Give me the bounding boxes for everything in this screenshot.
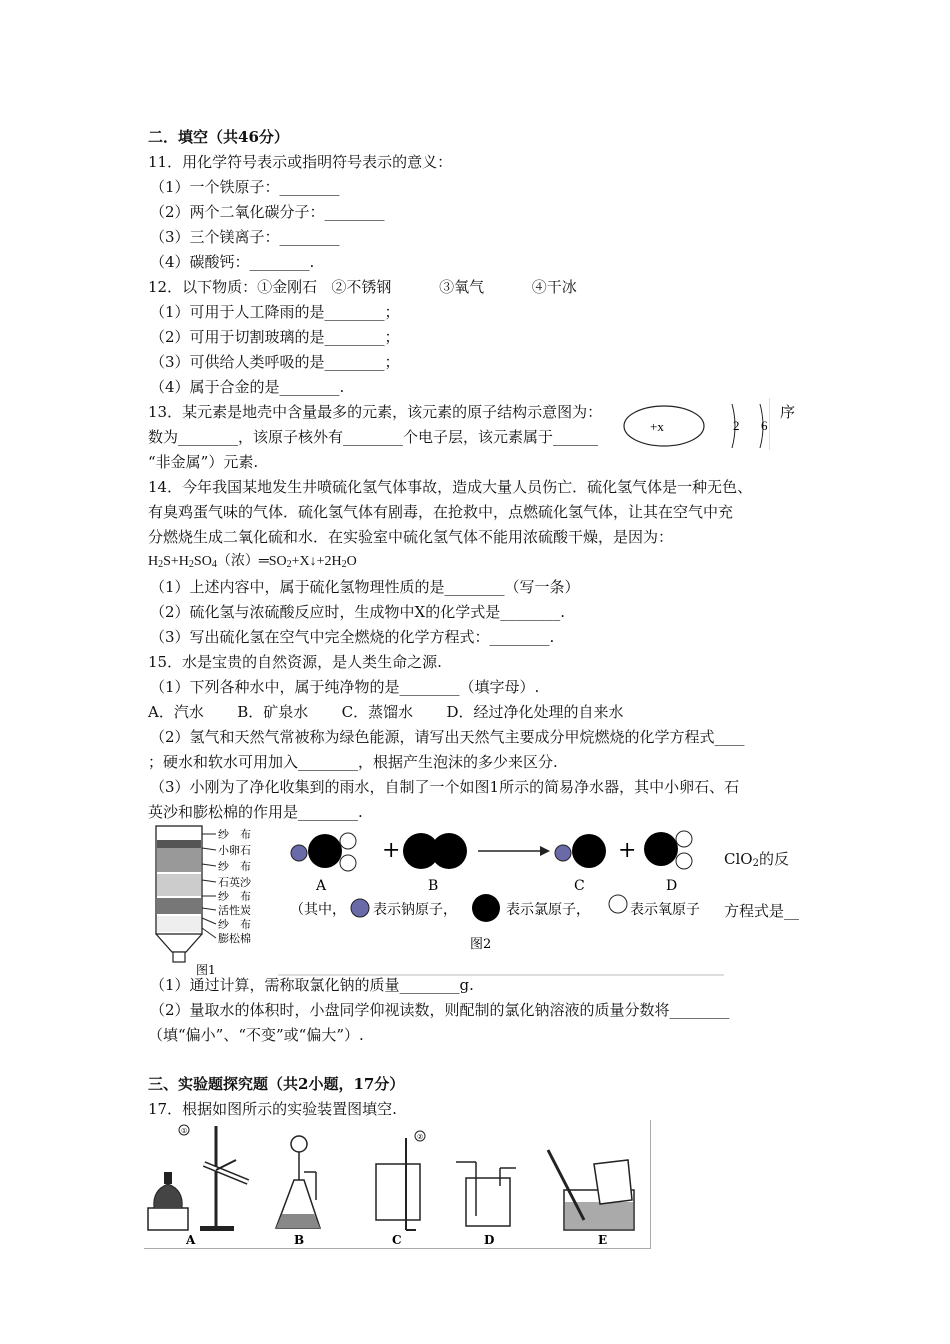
water-purifier-figure: [148, 824, 266, 976]
question-11-stem: 11．用化学符号表示或指明符号表示的意义：: [148, 153, 453, 171]
nucleus-charge-label: +x: [650, 419, 664, 434]
q12-item: （2）可用于切割玻璃的是________；: [150, 328, 400, 346]
q12-item: （1）可用于人工降雨的是________；: [150, 303, 400, 321]
question-14-line: 有臭鸡蛋气味的气体．硫化氢气体有剧毒，在抢救中，点燃硫化氢气体，让其在空气中充: [148, 503, 734, 521]
q11-item: （2）两个二氧化碳分子：________: [150, 203, 385, 221]
fig1-label: 活性炭: [218, 904, 251, 917]
reaction-diagram-figure: [278, 824, 724, 976]
fig1-caption: 图1: [196, 963, 216, 976]
fig2-legend: 表示氧原子: [630, 902, 700, 918]
question-15-stem: 15．水是宝贵的自然资源，是人类生命之源.: [148, 653, 442, 671]
fig1-label: 纱 布: [218, 918, 251, 931]
q16-line: （2）量取水的体积时，小盘同学仰视读数，则配制的氯化钠溶液的质量分数将________: [150, 1001, 730, 1019]
q15-options: A．汽水 B．矿泉水 C．蒸馏水 D．经过净化处理的自来水: [148, 703, 624, 721]
apparatus-marker: ②: [417, 1133, 424, 1141]
question-17-stem: 17．根据如图所示的实验装置图填空.: [148, 1100, 397, 1118]
q15-part2a: （2）氢气和天然气常被称为绿色能源，请写出天然气主要成分甲烷燃烧的化学方程式____: [150, 728, 745, 746]
section-heading: 三、实验题探究题（共2小题，17分）: [148, 1075, 405, 1093]
q12-item: （4）属于合金的是________.: [150, 378, 345, 396]
q11-item: （1）一个铁原子：________: [150, 178, 340, 196]
fig1-label: 小卵石: [218, 844, 251, 857]
outer-shell-electrons: 6: [761, 418, 768, 433]
fig1-label: 石英沙: [218, 876, 251, 889]
apparatus-label: A: [186, 1233, 196, 1247]
inner-shell-electrons: 2: [733, 418, 740, 433]
q11-item: （3）三个镁离子：________: [150, 228, 340, 246]
q14-item: （3）写出硫化氢在空气中完全燃烧的化学方程式：________.: [150, 628, 555, 646]
q14-item: （1）上述内容中，属于硫化氢物理性质的是________（写一条）: [150, 578, 580, 596]
q15-right-tail-1: ClO$_2$的反: [724, 850, 789, 869]
q12-item: （3）可供给人类呼吸的是________；: [150, 353, 400, 371]
question-13-line2: 数为________，该原子核外有________个电子层，该元素属于______: [148, 428, 599, 446]
q15-part1: （1）下列各种水中，属于纯净物的是________（填字母）.: [150, 678, 540, 696]
section-heading: 二．填空（共46分）: [148, 128, 289, 146]
q15-part2b: ；硬水和软水可用加入________，根据产生泡沫的多少来区分.: [148, 753, 558, 771]
fig1-label: 纱 布: [218, 860, 251, 873]
fig2-letter: A: [316, 878, 327, 894]
fig1-label: 纱 布: [218, 890, 251, 903]
plus-sign: +: [382, 838, 401, 863]
q15-part3b: 英沙和膨松棉的作用是________.: [148, 803, 363, 821]
question-14-line: 14．今年我国某地发生井喷硫化氢气体事故，造成大量人员伤亡．硫化氢气体是一种无色、: [148, 478, 753, 496]
atom-structure-diagram: [620, 398, 770, 450]
fig2-legend: （其中，: [290, 902, 346, 918]
q15-part3a: （3）小刚为了净化收集到的雨水，自制了一个如图1所示的简易净水器，其中小卵石、石: [150, 778, 740, 796]
fig2-letter: B: [428, 878, 439, 894]
q14-item: （2）硫化氢与浓硫酸反应时，生成物中X的化学式是________.: [150, 603, 565, 621]
apparatus-marker: ①: [181, 1127, 188, 1135]
fig2-letter: D: [666, 878, 678, 894]
chemical-equation: $H_2S+H_2SO_4$（浓）$═SO_2+X↓+2H_2O$: [148, 554, 357, 570]
q11-item: （4）碳酸钙：________.: [150, 253, 315, 271]
question-14-line: 分燃烧生成二氧化硫和水．在实验室中硫化氢气体不能用浓硫酸干燥，是因为：: [148, 528, 674, 546]
plus-sign: +: [618, 838, 637, 863]
apparatus-label: D: [484, 1233, 495, 1247]
fig2-legend: 表示氯原子，: [506, 902, 590, 918]
question-13-line1-tail: 序: [780, 403, 796, 421]
question-13-line3: “非金属”）元素.: [148, 453, 259, 471]
lab-apparatus-figure: [144, 1120, 651, 1249]
fig2-caption: 图2: [470, 937, 492, 952]
fig1-label: 纱 布: [218, 828, 251, 841]
apparatus-label: C: [392, 1233, 402, 1247]
q16-line: （填“偏小”、“不变”或“偏大”）.: [148, 1026, 364, 1044]
q15-right-tail-2: 方程式是__: [724, 902, 800, 920]
apparatus-label: B: [294, 1233, 305, 1247]
fig2-letter: C: [574, 878, 585, 894]
question-12-stem: 12．以下物质：①金刚石 ②不锈钢 ③氧气 ④干冰: [148, 278, 577, 296]
fig1-label: 膨松棉: [218, 932, 251, 945]
question-13-line1: 13．某元素是地壳中含量最多的元素，该元素的原子结构示意图为：: [148, 403, 603, 421]
apparatus-label: E: [598, 1233, 608, 1247]
q16-line: （1）通过计算，需称取氯化钠的质量________g.: [150, 976, 474, 994]
fig2-legend: 表示钠原子，: [373, 902, 457, 918]
